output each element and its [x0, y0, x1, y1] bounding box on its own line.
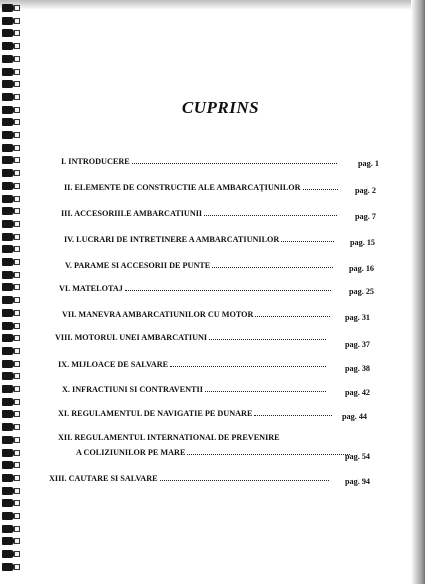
toc-entry-label: IX. MIJLOACE DE SALVARE — [58, 360, 169, 369]
dot-leader — [170, 360, 326, 367]
toc-entry-label: X. INFRACTIUNI SI CONTRAVENTII — [62, 385, 203, 394]
toc-page-number: pag. 16 — [349, 264, 375, 273]
toc-entry-2 — [64, 183, 340, 192]
toc-entry-label: VI. MATELOTAJ — [59, 284, 123, 293]
page-title: CUPRINS — [181, 98, 260, 117]
toc-page-number: pag. 2 — [355, 186, 376, 195]
dot-leader — [160, 474, 329, 481]
dot-leader — [125, 284, 331, 291]
toc-entry-6 — [59, 284, 333, 293]
toc-entry-8 — [55, 333, 328, 342]
toc-page-number: pag. 42 — [345, 388, 371, 397]
toc-page-number: pag. 94 — [345, 477, 371, 486]
toc-page-number: pag. 44 — [342, 412, 368, 421]
dot-leader — [132, 157, 337, 164]
toc-entry-5 — [65, 261, 335, 270]
toc-entry-13 — [49, 474, 331, 483]
toc-page-number: pag. 37 — [345, 340, 371, 349]
toc-page-number: pag. 38 — [345, 364, 371, 373]
dot-leader — [281, 235, 334, 242]
toc-page-number: pag. 54 — [345, 452, 371, 461]
toc-page-number: pag. 31 — [345, 313, 371, 322]
toc-entry-label-continued: A COLIZIUNILOR PE MARE — [76, 448, 186, 457]
toc-entry-label: III. ACCESORIILE AMBARCATIUNII — [61, 209, 203, 218]
dot-leader — [303, 183, 338, 190]
dot-leader — [204, 209, 337, 216]
toc-entry-label: XII. REGULAMENTUL INTERNATIONAL DE PREVENIRE — [58, 433, 280, 442]
toc-entry-label: I. INTRODUCERE — [61, 157, 130, 166]
dot-leader — [205, 385, 326, 392]
toc-entry-label: V. PARAME SI ACCESORII DE PUNTE — [65, 261, 211, 270]
toc-page-number: pag. 15 — [350, 238, 376, 247]
dot-leader — [255, 310, 330, 317]
toc-page-number: pag. 7 — [355, 212, 376, 221]
toc-entry-3 — [61, 209, 339, 218]
toc-entry-label: XIII. CAUTARE SI SALVARE — [49, 474, 158, 483]
toc-page-number: pag. 1 — [358, 159, 379, 168]
toc-entry-label: VII. MANEVRA AMBARCATIUNILOR CU MOTOR — [62, 310, 254, 319]
dot-leader — [187, 448, 350, 455]
toc-entry-12 — [58, 433, 352, 457]
toc-entry-label: II. ELEMENTE DE CONSTRUCTIE ALE AMBARCAȚIUNILOR — [64, 183, 301, 192]
toc-entry-label: XI. REGULAMENTUL DE NAVIGATIE PE DUNARE — [58, 409, 253, 418]
toc-entry-label: VIII. MOTORUL UNEI AMBARCATIUNI — [55, 333, 208, 342]
toc-entry-10 — [62, 385, 328, 394]
toc-entry-11 — [58, 409, 334, 418]
toc-entry-9 — [58, 360, 328, 369]
dot-leader — [254, 409, 332, 416]
toc-entry-1 — [61, 157, 339, 166]
toc-entry-4 — [64, 235, 336, 244]
toc-entry-7 — [62, 310, 332, 319]
dot-leader — [209, 333, 326, 340]
dot-leader — [212, 261, 333, 268]
toc-entry-label: IV. LUCRARI DE INTRETINERE A AMBARCATIUNILOR — [64, 235, 280, 244]
toc-page-number: pag. 25 — [349, 287, 375, 296]
